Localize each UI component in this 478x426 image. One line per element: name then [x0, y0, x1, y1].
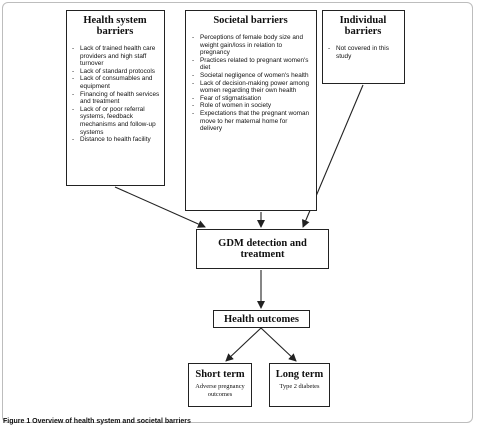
list-item: - Lack of consumables and equipment [70, 75, 160, 90]
list-item: - Expectations that the pregnant woman move to her maternal home for delivery [190, 110, 311, 133]
list-item: - Lack of trained health care providers and high staff turnover [70, 45, 160, 68]
short-term-box [188, 363, 252, 407]
health-system-barriers-box [66, 10, 165, 186]
health-system-barriers-list [70, 45, 160, 144]
short-term-title: Short term [195, 369, 245, 380]
individual-barriers-title: Individual barriers [339, 15, 387, 37]
societal-barriers-title: Societal barriers [213, 15, 288, 26]
short-term-text: Adverse pregnancy outcomes [195, 383, 245, 398]
individual-barriers-list [326, 45, 400, 60]
long-term-title: Long term [275, 369, 324, 380]
list-item: - Not covered in this study [326, 45, 400, 60]
societal-barriers-list [190, 34, 311, 133]
health-outcomes-title: Health outcomes [224, 313, 299, 325]
list-item: - Lack of decision-making power among women regarding their own health [190, 80, 311, 95]
societal-barriers-box [185, 10, 317, 211]
health-outcomes-box [213, 310, 310, 328]
list-item: - Lack of standard protocols [70, 68, 160, 76]
arrow-outcomes-to-short-term [226, 328, 261, 361]
gdm-detection-treatment-box [196, 229, 329, 269]
list-item: - Societal negligence of women's health [190, 72, 311, 80]
figure-caption: Figure 1 Overview of health system and societal barriers [3, 418, 191, 425]
gdm-detection-treatment-title: GDM detection and treatment [218, 238, 307, 260]
list-item: - Financing of health services and treatment [70, 91, 160, 106]
list-item: - Fear of stigmatisation [190, 95, 311, 103]
list-item: - Lack of or poor referral systems, feedback mechanisms and follow-up systems [70, 106, 160, 136]
arrow-outcomes-to-long-term [261, 328, 296, 361]
list-item: - Perceptions of female body size and weight gain/loss in relation to pregnancy [190, 34, 311, 57]
list-item: - Distance to health facility [70, 136, 160, 144]
individual-barriers-box [322, 10, 405, 84]
list-item: - Practices related to pregnant women's diet [190, 57, 311, 72]
health-system-barriers-title: Health system barriers [83, 15, 147, 37]
long-term-text: Type 2 diabetes [279, 383, 320, 390]
long-term-box [269, 363, 330, 407]
list-item: - Role of women in society [190, 102, 311, 110]
